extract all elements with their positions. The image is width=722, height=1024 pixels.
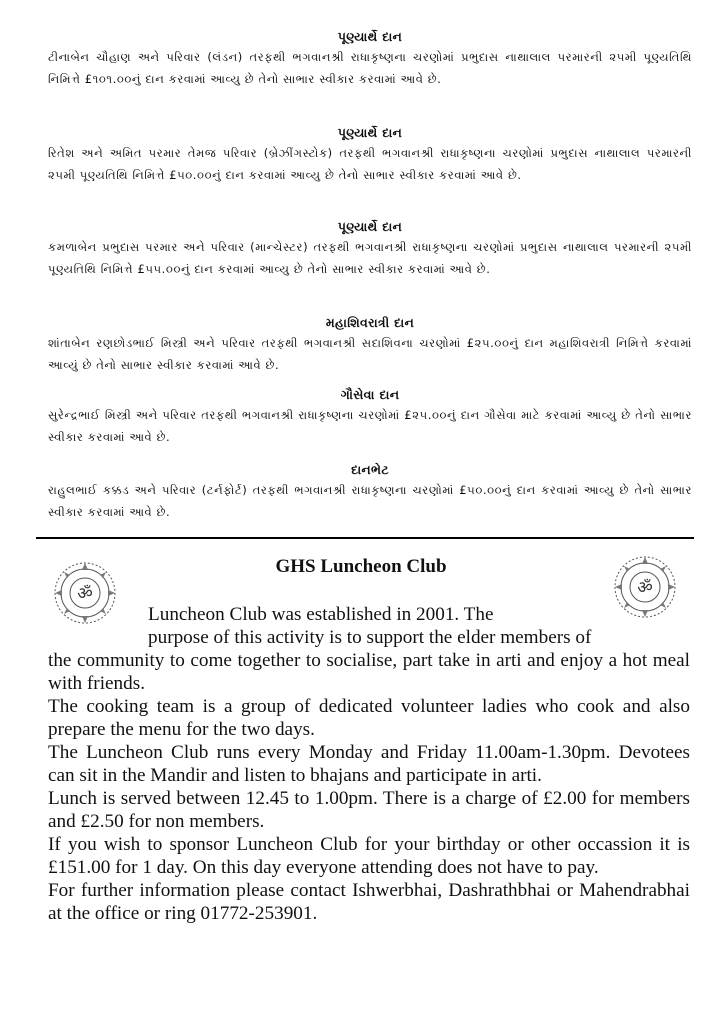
donation-title: પૂણ્યાર્થે દાન: [337, 219, 403, 234]
donation-body: સુરેન્દ્રભાઈ મિસ્ત્રી અને પરિવાર તરફથી ભગવાનશ્રી રાધાકૃષ્ણના ચરણોમાં £૨૫.૦૦નું દાન ગૌસેવા માટે કરવામાં આવ્યુ છે તેનો સાભાર સ્વીકાર કરવામાં આવે છે.: [48, 408, 692, 444]
section-divider: [36, 537, 694, 539]
donation-notice-6: [48, 461, 692, 523]
sponsor-paragraph: If you wish to sponsor Luncheon Club for your birthday or other occassion it is £151.00 for 1 day. On this day everyone attending does not have to pay.: [48, 834, 690, 878]
donation-body: શાંતાબેન રણછોડભાઈ મિસ્ત્રી અને પરિવાર તરફથી ભગવાનશ્રી સદાશિવના ચરણોમાં £૨૫.૦૦નું દાન મહાશિવરાત્રી નિમિત્તે કરવામાં આવ્યું છે તેનો સાભાર સ્વીકાર કરવામાં આવે છે.: [48, 336, 692, 372]
luncheon-body: [48, 649, 690, 925]
om-glyph: ॐ: [77, 584, 93, 604]
donation-notice-4: [48, 314, 692, 376]
cooking-team-paragraph: The cooking team is a group of dedicated volunteer ladies who cook and also prepare the menu for the two days.: [48, 696, 690, 740]
donation-body: રાહુલભાઈ કક્કડ અને પરિવાર (ટર્નફોર્ટ) તરફથી ભગવાનશ્રી રાધાકૃષ્ણના ચરણોમાં £૫૦.૦૦નું દાન કરવામાં આવ્યુ છે તેનો સાભાર સ્વીકાર કરવામાં આવે છે.: [48, 483, 692, 519]
donation-body: કમળાબેન પ્રભુદાસ પરમાર અને પરિવાર (માન્ચેસ્ટર) તરફથી ભગવાનશ્રી રાધાકૃષ્ણના ચરણોમાં પ્રભુદાસ નાથાલાલ પરમારની ૨૫મી પૂણ્યતિથિ નિમિત્તે £૫૫.૦૦નું દાન કરવામાં આવ્યુ છે તેનો સાભાર સ્વીકાર કરવામાં આવે છે.: [48, 240, 692, 276]
donation-title: ગૌસેવા દાન: [340, 387, 400, 402]
donation-notice-1: [48, 28, 692, 90]
om-glyph: ॐ: [637, 578, 653, 598]
intro-rest: the community to come together to socialise, part take in arti and enjoy a hot meal with friends.: [48, 650, 690, 694]
schedule-paragraph: The Luncheon Club runs every Monday and Friday 11.00am-1.30pm. Devotees can sit in the Mandir and listen to bhajans and participate in arti.: [48, 742, 690, 786]
donation-notice-5: [48, 386, 692, 448]
donation-title: મહાશિવરાત્રી દાન: [325, 315, 415, 330]
intro-line-2: purpose of this activity is to support the elder members of: [148, 627, 592, 648]
om-mandala-icon: [52, 560, 118, 626]
donation-notice-3: [48, 218, 692, 280]
donation-body: રિતેશ અને અમિત પરમાર તેમજ પરિવાર (બ્રેઝીંગસ્ટોક) તરફથી ભગવાનશ્રી રાધાકૃષ્ણના ચરણોમાં પ્રભુદાસ નાથાલાલ પરમારની ૨૫મી પૂણ્યતિથિ નિમિત્તે £૫૦.૦૦નું દાન કરવામાં આવ્યુ છે તેનો સાભાર સ્વીકાર કરવામાં આવે છે.: [48, 146, 692, 182]
lunch-charge-paragraph: Lunch is served between 12.45 to 1.00pm. There is a charge of £2.00 for members and £2.50 for non members.: [48, 788, 690, 832]
luncheon-club-title: GHS Luncheon Club: [275, 556, 447, 577]
intro-line-1: Luncheon Club was established in 2001. The: [148, 604, 494, 625]
donation-title: પૂણ્યાર્થે દાન: [337, 125, 403, 140]
donation-title: દાનભેટ: [351, 462, 389, 477]
donation-notice-2: [48, 124, 692, 186]
donation-title: પૂણ્યાર્થે દાન: [337, 29, 403, 44]
donation-body: ટીનાબેન ચૌહાણ અને પરિવાર (લંડન) તરફથી ભગવાનશ્રી રાધાકૃષ્ણના ચરણોમાં પ્રભુદાસ નાથાલાલ પરમારની ૨૫મી પૂણ્યતિથિ નિમિત્તે £૧૦૧.૦૦નું દાન કરવામાં આવ્યુ છે તેનો સાભાર સ્વીકાર કરવામાં આવે છે.: [48, 50, 692, 86]
contact-paragraph: For further information please contact Ishwerbhai, Dashrathbhai or Mahendrabhai at the office or ring 01772-253901.: [48, 880, 690, 924]
luncheon-intro-top: [148, 603, 608, 649]
om-mandala-icon: [612, 554, 678, 620]
